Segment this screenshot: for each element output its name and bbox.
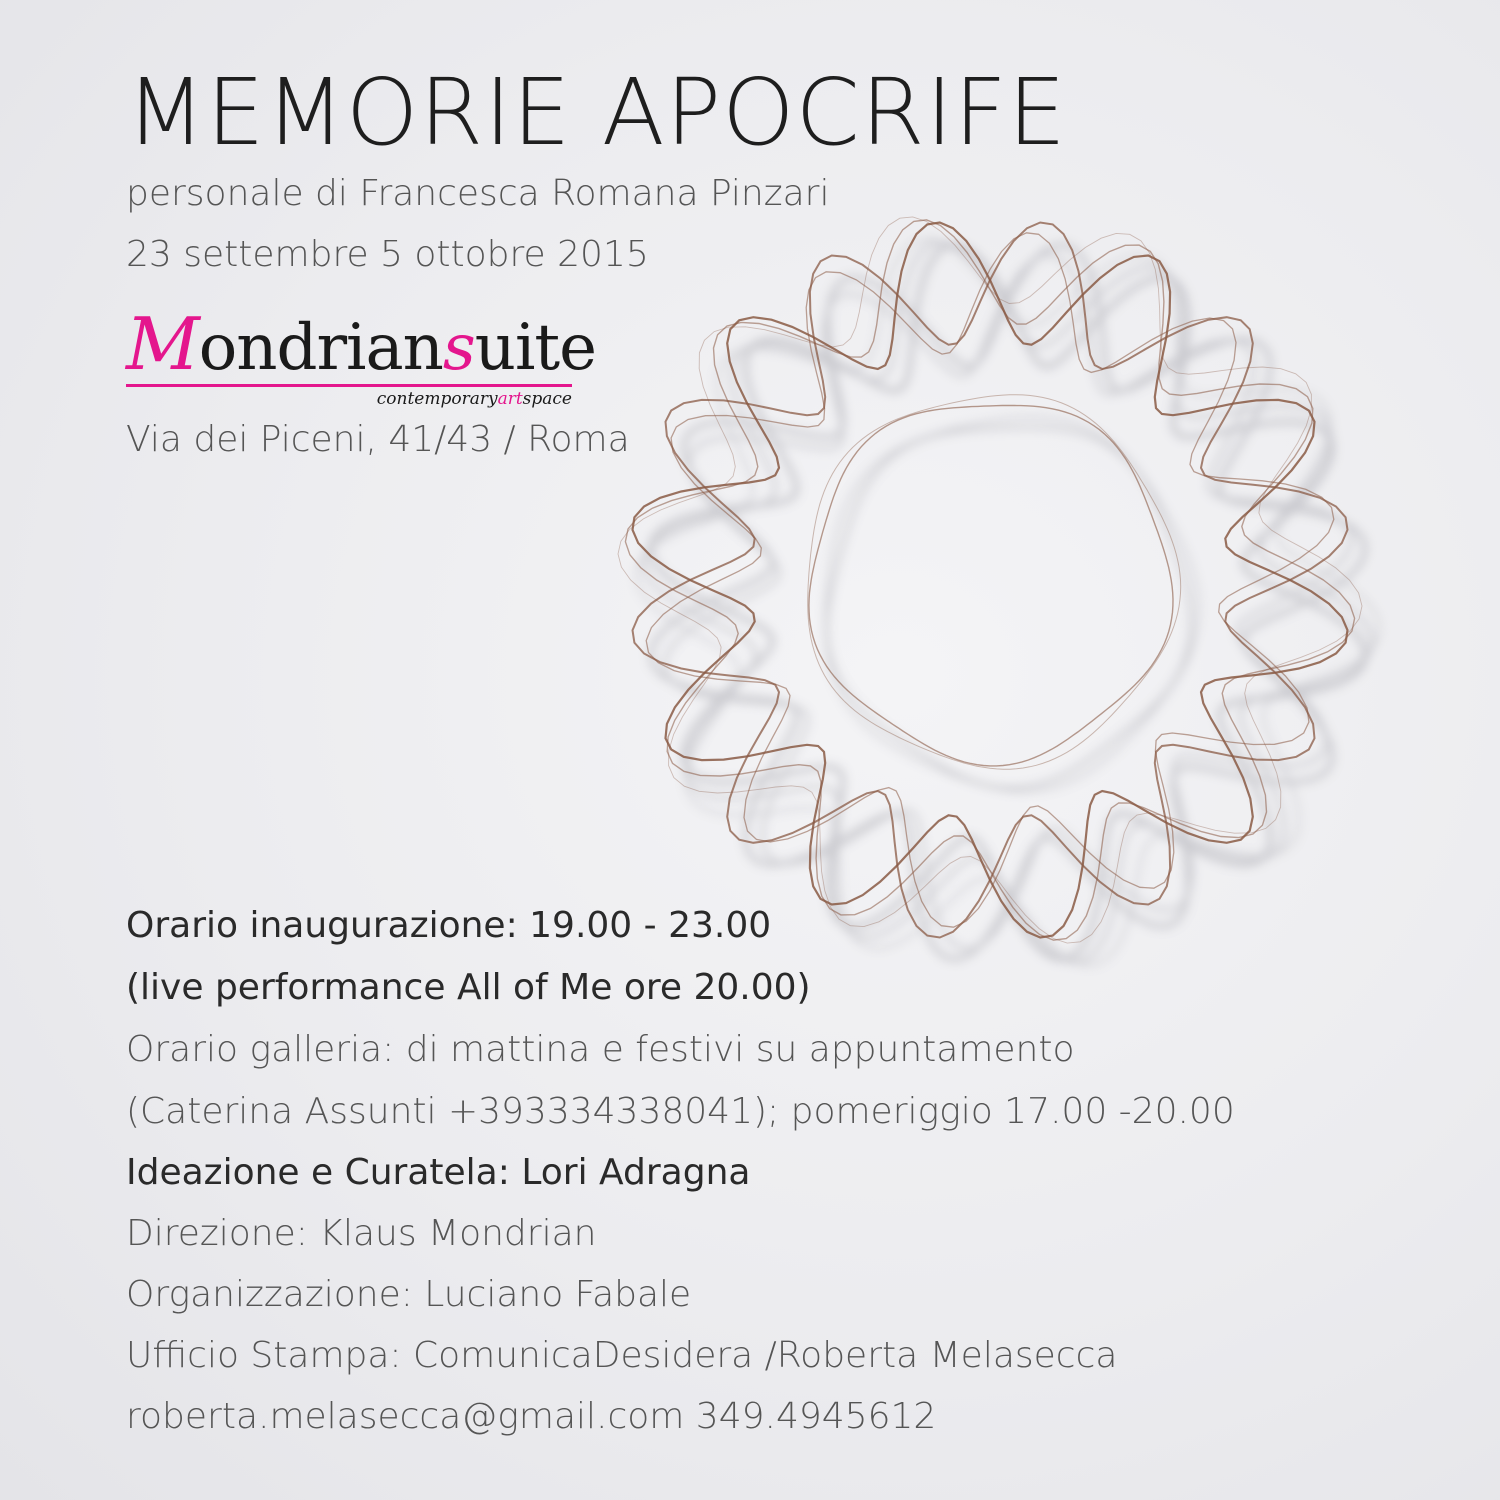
logo-wordmark: Mondriansuite: [126, 302, 597, 386]
strand-shadow: [827, 428, 1191, 788]
curator-credit: Ideazione e Curatela: Lori Adragna: [126, 1152, 751, 1193]
direction-credit: Direzione: Klaus Mondrian: [126, 1213, 597, 1254]
live-performance: (live performance All of Me ore 20.00): [126, 967, 811, 1008]
exhibition-title: MEMORIE APOCRIFE: [126, 59, 1067, 166]
gallery-address: Via dei Piceni, 41/43 / Roma: [126, 419, 630, 460]
press-contact: roberta.melasecca@gmail.com 349.4945612: [126, 1396, 937, 1437]
logo-tagline: contemporaryartspace: [376, 389, 572, 409]
hair-strand: [808, 395, 1181, 770]
mondriansuite-logo: [126, 302, 597, 409]
opening-hours: Orario inaugurazione: 19.00 - 23.00: [126, 905, 772, 946]
organization-credit: Organizzazione: Luciano Fabale: [126, 1274, 692, 1315]
gallery-contact: (Caterina Assunti +393334338041); pomeriggio 17.00 -20.00: [126, 1091, 1235, 1132]
exhibition-dates: 23 settembre 5 ottobre 2015: [126, 234, 649, 275]
gallery-hours: Orario galleria: di mattina e festivi su appuntamento: [126, 1029, 1075, 1070]
press-office-credit: Ufficio Stampa: ComunicaDesidera /Roberta Melasecca: [126, 1335, 1118, 1376]
artwork-strands: [618, 217, 1362, 943]
exhibition-subtitle: personale di Francesca Romana Pinzari: [126, 173, 830, 214]
artwork-shadow: [636, 239, 1380, 965]
strand-shadow: [664, 255, 1352, 949]
strand-shadow: [826, 417, 1199, 792]
